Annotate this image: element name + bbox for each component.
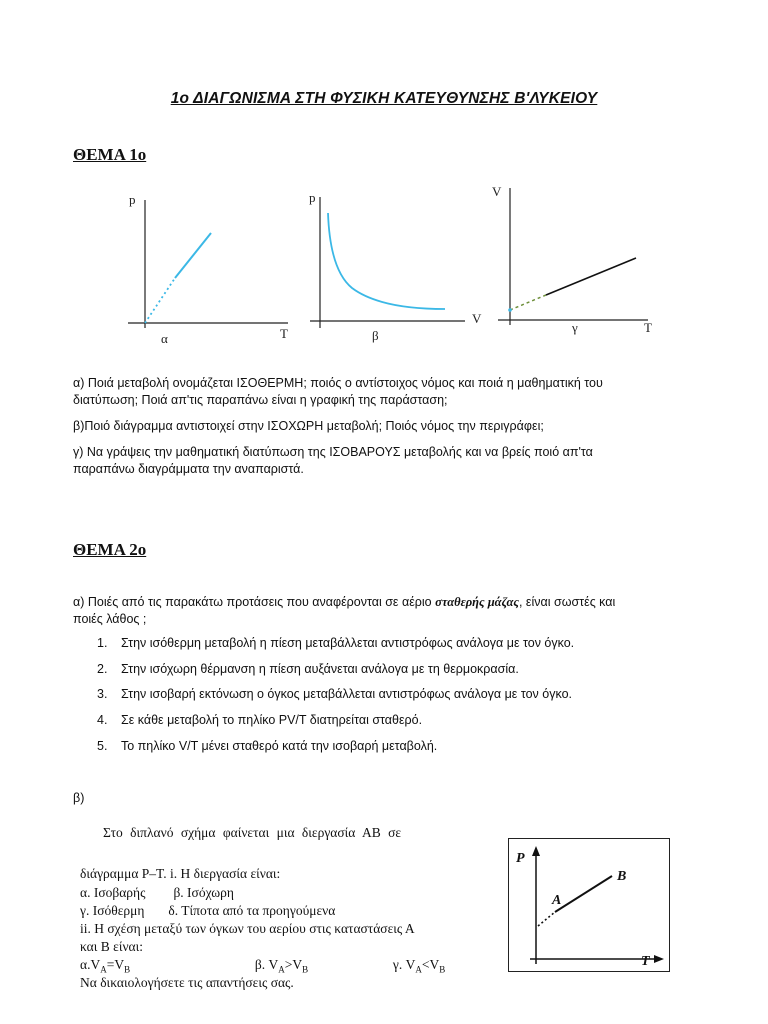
intro-line2: ποιές λάθος ;	[73, 612, 147, 626]
scan-line8: Να δικαιολογήσετε τις απαντήσεις σας.	[80, 975, 294, 990]
theme1-question-a	[73, 375, 713, 409]
statement-text: Το πηλίκο V/T μένει σταθερό κατά την ισοβαρή μεταβολή.	[121, 739, 438, 753]
exam-title: 1ο ΔΙΑΓΩΝΙΣΜΑ ΣΤΗ ΦΥΣΙΚΗ ΚΑΤΕΥΘΥΝΣΗΣ Β'ΛΥΚΕΙΟΥ	[170, 90, 598, 107]
scan-line5: ii. Η σχέση μεταξύ των όγκων του αερίου στις καταστάσεις Α	[80, 921, 415, 936]
statement-5	[97, 739, 437, 753]
scan-line6: και Β είναι:	[80, 939, 144, 954]
statement-text: Στην ισόχωρη θέρμανση η πίεση αυξάνεται ανάλογα με τη θερμοκρασία.	[121, 662, 519, 676]
theme1-heading: ΘΕΜΑ 1ο	[73, 145, 147, 164]
question-a-line2: διατύπωση; Ποιά απ'τις παραπάνω είναι η γραφική της παράσταση;	[73, 393, 448, 407]
option-b: β. Ισόχωρη	[173, 885, 234, 900]
graph-beta	[300, 185, 490, 350]
point-b-label: B	[617, 869, 627, 884]
graph-gamma-x-label: T	[644, 320, 652, 335]
graph-alpha-y-label: p	[129, 192, 136, 207]
question-a-line1: α) Ποιά μεταβολή ονομάζεται ΙΣΟΘΕΡΜΗ; ποιός ο αντίστοιχος νόμος και ποιά η μαθηματική του	[73, 376, 603, 390]
intro-line1	[73, 594, 713, 611]
statement-text: Στην ισόθερμη μεταβολή η πίεση μεταβάλλεται αντιστρόφως ανάλογα με τον όγκο.	[121, 636, 575, 650]
theme1-question-b: β)Ποιό διάγραμμα αντιστοιχεί στην ΙΣΟΧΩΡΗ μεταβολή; Ποιός νόμος την περιγράφει;	[73, 419, 544, 433]
intro-post: , είναι σωστές και	[518, 595, 616, 609]
statement-number: 1.	[97, 636, 108, 650]
intro-pre: α) Ποιές από τις παρακάτω προτάσεις που αναφέρονται σε αέριο	[73, 595, 436, 609]
statement-1	[97, 636, 574, 650]
option-d: δ. Τίποτα από τα προηγούμενα	[168, 903, 336, 918]
scan-line3	[80, 885, 234, 901]
graph-beta-y-label: p	[309, 190, 316, 205]
theme2-question-a-intro	[73, 594, 713, 628]
graph-alpha-extrapolation	[145, 278, 175, 323]
scan-line1: Στο διπλανό σχήμα φαίνεται μια διεργασία ΑΒ σε	[103, 825, 402, 840]
statement-number: 2.	[97, 662, 108, 676]
graph-alpha-caption: α	[161, 331, 168, 346]
intro-emphasis: σταθερής μάζας	[435, 595, 519, 609]
graph-alpha	[118, 185, 298, 350]
theme2-heading: ΘΕΜΑ 2ο	[73, 540, 147, 559]
pt-x-label: T	[641, 954, 650, 969]
theme2-b-label: β)	[73, 791, 85, 805]
graph-beta-hyperbola	[328, 213, 445, 309]
graph-gamma	[488, 180, 673, 350]
graph-gamma-extrapolation	[510, 295, 546, 310]
statement-number: 4.	[97, 713, 108, 727]
statement-2	[97, 662, 519, 676]
statement-number: 5.	[97, 739, 108, 753]
statement-text: Σε κάθε μεταβολή το πηλίκο PV/T διατηρείται σταθερό.	[121, 713, 423, 727]
theme1-question-c	[73, 444, 713, 478]
pt-y-label: P	[516, 851, 525, 866]
point-a-label: A	[552, 893, 562, 908]
option-c: γ. Ισόθερμη	[80, 903, 145, 918]
answer-a: $\alpha.V_A=V_B$	[80, 957, 131, 975]
graph-alpha-line	[175, 233, 211, 278]
scan-line7	[80, 957, 445, 975]
question-c-line1: γ) Να γράψεις την μαθηματική διατύπωση της ΙΣΟΒΑΡΟΥΣ μεταβολής και να βρείς ποιό απ'τα	[73, 445, 593, 459]
answer-b: β. $V_A>V_B$	[254, 957, 309, 975]
pt-figure	[508, 838, 670, 972]
graph-alpha-x-label: T	[280, 326, 288, 341]
statement-4	[97, 713, 422, 727]
answer-c: γ. $V_A<V_B$	[392, 957, 446, 975]
graph-gamma-y-label: V	[492, 184, 502, 199]
question-c-line2: παραπάνω διαγράμματα την αναπαριστά.	[73, 462, 304, 476]
scan-line2: διάγραμμα P–T. i. Η διεργασία είναι:	[80, 866, 281, 881]
option-a: α. Ισοβαρής	[80, 885, 146, 900]
statement-number: 3.	[97, 687, 108, 701]
pt-figure-frame	[509, 839, 670, 972]
statement-3	[97, 687, 572, 701]
graph-beta-x-label: V	[472, 311, 482, 326]
graph-gamma-caption: γ	[572, 320, 578, 335]
graph-gamma-line	[546, 258, 636, 295]
graph-beta-caption: β	[372, 328, 379, 343]
statement-text: Στην ισοβαρή εκτόνωση ο όγκος μεταβάλλεται αντιστρόφως ανάλογα με τον όγκο.	[121, 687, 573, 701]
scan-line4	[80, 903, 335, 919]
graph-gamma-origin-point	[508, 308, 512, 312]
